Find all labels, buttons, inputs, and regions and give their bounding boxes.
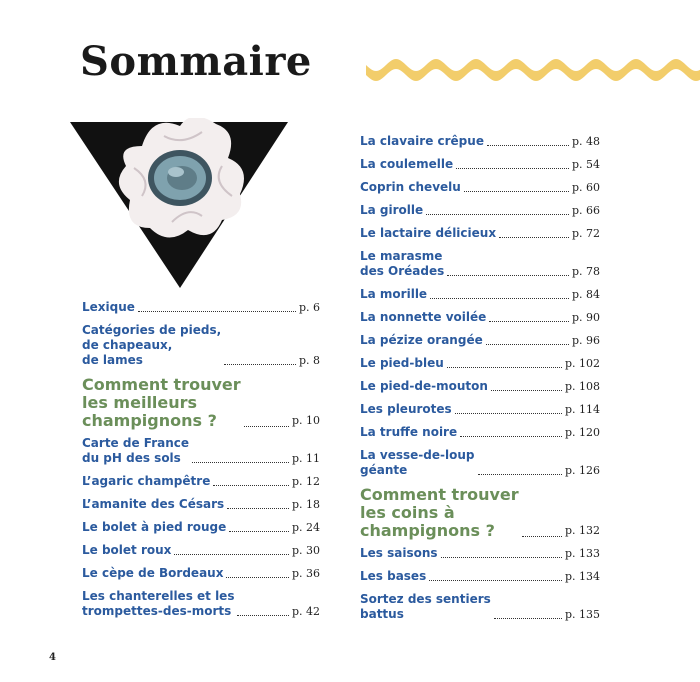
toc-entry-title-line: La vesse-de-loup bbox=[360, 448, 475, 462]
dot-leader bbox=[213, 485, 289, 486]
toc-entry-title-line: de lames bbox=[82, 353, 143, 367]
toc-entry-page: p. 6 bbox=[298, 301, 320, 314]
toc-entry-title-line: Catégories de pieds, bbox=[82, 323, 222, 337]
toc-entry-title-line: Les chanterelles et les bbox=[82, 589, 235, 603]
toc-entry-page: p. 10 bbox=[291, 414, 320, 427]
toc-entry-page: p. 114 bbox=[564, 403, 600, 416]
dot-leader bbox=[478, 474, 562, 475]
toc-entry-title-line: La coulemelle bbox=[360, 157, 454, 171]
toc-entry bbox=[360, 592, 600, 622]
toc-entry-title bbox=[82, 543, 171, 558]
dot-leader bbox=[226, 577, 289, 578]
toc-entry-title bbox=[360, 546, 438, 561]
dot-leader bbox=[426, 214, 569, 215]
toc-entry-title bbox=[82, 436, 189, 466]
toc-entry bbox=[360, 356, 600, 371]
dot-leader bbox=[491, 390, 562, 391]
toc-entry bbox=[360, 287, 600, 302]
toc-entry-page: p. 60 bbox=[571, 181, 600, 194]
toc-entry-title bbox=[360, 448, 475, 478]
dot-leader bbox=[487, 145, 569, 146]
dot-leader bbox=[494, 618, 562, 619]
dot-leader bbox=[192, 462, 289, 463]
toc-entry-title-line: du pH des sols bbox=[82, 451, 181, 465]
toc-entry-title bbox=[360, 356, 444, 371]
toc-entry bbox=[360, 310, 600, 325]
toc-entry-title-line: trompettes-des-morts bbox=[82, 604, 232, 618]
toc-entry-title bbox=[82, 566, 223, 581]
toc-entry bbox=[360, 425, 600, 440]
toc-entry bbox=[360, 203, 600, 218]
toc-entry bbox=[360, 486, 600, 540]
toc-entry-title bbox=[82, 589, 234, 619]
toc-entry-title-line: Le bolet à pied rouge bbox=[82, 520, 227, 534]
dot-leader bbox=[138, 311, 296, 312]
toc-entry-title-line: Le pied-bleu bbox=[360, 356, 444, 370]
toc-entry-title-line: Le bolet roux bbox=[82, 543, 172, 557]
toc-entry-title bbox=[360, 180, 461, 195]
toc-entry-title-line: L’agaric champêtre bbox=[82, 474, 211, 488]
toc-entry bbox=[360, 157, 600, 172]
toc-entry-title-line: Le lactaire délicieux bbox=[360, 226, 497, 240]
toc-entry-title-line: L’amanite des Césars bbox=[82, 497, 225, 511]
dot-leader bbox=[430, 298, 569, 299]
toc-entry-title-line: Lexique bbox=[82, 300, 135, 314]
toc-entry bbox=[82, 300, 320, 315]
toc-entry-page: p. 48 bbox=[571, 135, 600, 148]
toc-entry-title bbox=[82, 300, 135, 315]
toc-entry-title-line: Les bases bbox=[360, 569, 427, 583]
toc-entry bbox=[82, 323, 320, 368]
toc-entry-title-line: battus bbox=[360, 607, 404, 621]
toc-entry-title bbox=[360, 379, 488, 394]
toc-entry bbox=[360, 448, 600, 478]
toc-entry-title bbox=[360, 569, 426, 584]
toc-entry-title bbox=[82, 474, 210, 489]
toc-entry-title-line: La morille bbox=[360, 287, 428, 301]
toc-entry-page: p. 11 bbox=[291, 452, 320, 465]
dot-leader bbox=[224, 364, 296, 365]
toc-entry bbox=[360, 546, 600, 561]
toc-entry-page: p. 12 bbox=[291, 475, 320, 488]
toc-entry-title-line: La clavaire crêpue bbox=[360, 134, 484, 148]
toc-entry-title-line: Le cèpe de Bordeaux bbox=[82, 566, 224, 580]
toc-entry-title bbox=[360, 592, 491, 622]
toc-entry-title-line: Comment trouver bbox=[360, 485, 519, 504]
dot-leader bbox=[174, 554, 289, 555]
toc-entry-title bbox=[360, 425, 457, 440]
toc-entry-page: p. 42 bbox=[291, 605, 320, 618]
toc-entry-title-line: les meilleurs bbox=[82, 393, 198, 412]
toc-entry-title bbox=[82, 323, 221, 368]
toc-entry bbox=[82, 543, 320, 558]
toc-entry-page: p. 120 bbox=[564, 426, 600, 439]
toc-entry-title-line: Les saisons bbox=[360, 546, 438, 560]
toc-entry-title-line: géante bbox=[360, 463, 408, 477]
toc-entry bbox=[82, 589, 320, 619]
page-title: Sommaire bbox=[80, 38, 312, 85]
toc-entry-title bbox=[360, 134, 484, 149]
dot-leader bbox=[499, 237, 569, 238]
toc-entry-page: p. 132 bbox=[564, 524, 600, 537]
toc-entry bbox=[360, 134, 600, 149]
dot-leader bbox=[227, 508, 289, 509]
toc-entry-page: p. 135 bbox=[564, 608, 600, 621]
toc-entry-page: p. 18 bbox=[291, 498, 320, 511]
toc-entry-page: p. 96 bbox=[571, 334, 600, 347]
toc-right-column bbox=[360, 134, 600, 630]
toc-entry-title-line: Les pleurotes bbox=[360, 402, 452, 416]
toc-entry-page: p. 84 bbox=[571, 288, 600, 301]
toc-entry-title bbox=[360, 402, 452, 417]
dot-leader bbox=[522, 536, 562, 537]
toc-entry-page: p. 72 bbox=[571, 227, 600, 240]
toc-entry-page: p. 30 bbox=[291, 544, 320, 557]
toc-entry-title-line: Le marasme bbox=[360, 249, 443, 263]
toc-left-column bbox=[82, 300, 320, 627]
toc-entry bbox=[82, 474, 320, 489]
dot-leader bbox=[237, 615, 288, 616]
dot-leader bbox=[229, 531, 289, 532]
toc-entry-title bbox=[360, 287, 427, 302]
toc-entry bbox=[360, 402, 600, 417]
toc-entry-page: p. 108 bbox=[564, 380, 600, 393]
toc-entry-title-line: champignons ? bbox=[360, 521, 495, 540]
toc-entry-page: p. 36 bbox=[291, 567, 320, 580]
toc-entry-title-line: Sortez des sentiers bbox=[360, 592, 491, 606]
toc-entry-title bbox=[360, 486, 519, 540]
toc-entry-title bbox=[360, 226, 496, 241]
page-number: 4 bbox=[49, 652, 56, 663]
dot-leader bbox=[489, 321, 569, 322]
toc-entry bbox=[82, 376, 320, 430]
dot-leader bbox=[464, 191, 569, 192]
dot-leader bbox=[455, 413, 562, 414]
toc-entry bbox=[360, 333, 600, 348]
toc-entry-title bbox=[360, 203, 423, 218]
dot-leader bbox=[460, 436, 562, 437]
toc-entry-title bbox=[360, 333, 483, 348]
mushroom-triangle-illustration bbox=[70, 118, 290, 290]
toc-entry bbox=[360, 226, 600, 241]
toc-entry-title bbox=[360, 157, 453, 172]
toc-entry-page: p. 8 bbox=[298, 354, 320, 367]
toc-entry-page: p. 133 bbox=[564, 547, 600, 560]
toc-entry-page: p. 24 bbox=[291, 521, 320, 534]
toc-entry-title-line: La nonnette voilée bbox=[360, 310, 487, 324]
toc-entry-title-line: Le pied-de-mouton bbox=[360, 379, 488, 393]
toc-entry bbox=[360, 379, 600, 394]
toc-entry-page: p. 90 bbox=[571, 311, 600, 324]
toc-entry bbox=[82, 436, 320, 466]
dot-leader bbox=[447, 367, 562, 368]
toc-entry-title bbox=[82, 497, 224, 512]
toc-entry-title-line: champignons ? bbox=[82, 411, 217, 430]
dot-leader bbox=[486, 344, 569, 345]
toc-entry-title-line: les coins à bbox=[360, 503, 455, 522]
toc-entry-title-line: La pézize orangée bbox=[360, 333, 483, 347]
toc-entry-title-line: La girolle bbox=[360, 203, 424, 217]
toc-entry-title bbox=[360, 310, 486, 325]
toc-entry-page: p. 66 bbox=[571, 204, 600, 217]
toc-entry bbox=[82, 497, 320, 512]
toc-entry bbox=[82, 520, 320, 535]
dot-leader bbox=[441, 557, 562, 558]
dot-leader bbox=[429, 580, 562, 581]
toc-entry-title-line: Comment trouver bbox=[82, 375, 241, 394]
toc-entry-page: p. 54 bbox=[571, 158, 600, 171]
toc-entry-page: p. 102 bbox=[564, 357, 600, 370]
toc-entry-title bbox=[82, 520, 226, 535]
toc-entry bbox=[360, 249, 600, 279]
toc-entry bbox=[360, 180, 600, 195]
toc-entry bbox=[82, 566, 320, 581]
toc-entry-title-line: La truffe noire bbox=[360, 425, 458, 439]
toc-entry bbox=[360, 569, 600, 584]
toc-entry-title-line: des Oréades bbox=[360, 264, 445, 278]
toc-entry-title-line: Carte de France bbox=[82, 436, 190, 450]
toc-entry-page: p. 134 bbox=[564, 570, 600, 583]
dot-leader bbox=[244, 426, 289, 427]
toc-entry-page: p. 126 bbox=[564, 464, 600, 477]
toc-entry-title-line: de chapeaux, bbox=[82, 338, 173, 352]
toc-entry-title-line: Coprin chevelu bbox=[360, 180, 461, 194]
toc-entry-page: p. 78 bbox=[571, 265, 600, 278]
yellow-wave-decoration bbox=[366, 53, 700, 87]
toc-entry-title bbox=[82, 376, 241, 430]
toc-entry-title bbox=[360, 249, 444, 279]
dot-leader bbox=[447, 275, 569, 276]
dot-leader bbox=[456, 168, 569, 169]
